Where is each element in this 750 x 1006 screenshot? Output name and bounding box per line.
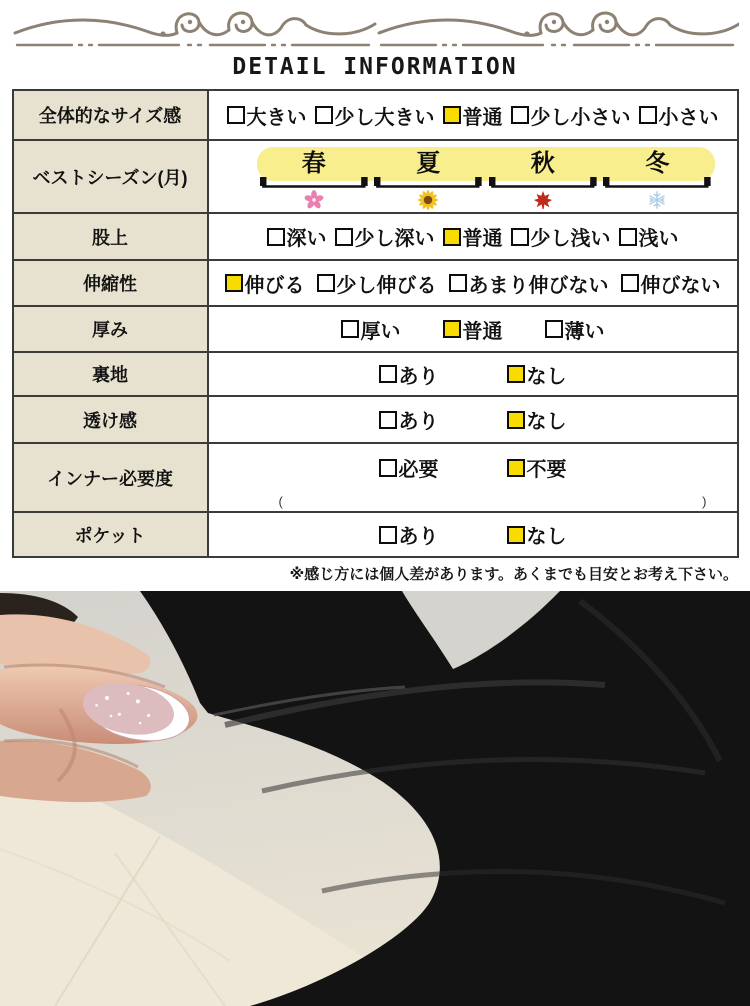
option-item	[443, 101, 503, 130]
option-label: 伸びる	[244, 274, 305, 297]
row-label: インナー必要度	[14, 444, 209, 511]
option-label: あり	[398, 526, 439, 548]
option-item	[507, 360, 567, 389]
checkbox-unchecked-icon	[315, 106, 333, 124]
option-label: 小さい	[658, 106, 719, 129]
season-label: 冬	[645, 150, 670, 177]
option-item	[639, 101, 719, 130]
season-bracket-icon	[260, 176, 368, 189]
row-label: ベストシーズン(月)	[14, 141, 209, 212]
checkbox-unchecked-icon	[511, 228, 529, 246]
checkbox-unchecked-icon	[379, 365, 397, 383]
row-value	[209, 353, 737, 395]
row-value	[209, 513, 737, 556]
table-row	[14, 259, 737, 305]
table-row	[14, 212, 737, 259]
option-label: 浅い	[638, 228, 679, 250]
season-label: 秋	[530, 150, 555, 177]
checkbox-unchecked-icon	[449, 274, 467, 292]
footnote-text: ※感じ方には個人差があります。あくまでも目安とお考え下さい。	[289, 566, 738, 583]
checkbox-checked-icon	[507, 411, 525, 429]
snowflake-icon	[647, 190, 667, 210]
season-label: 春	[301, 150, 326, 177]
page-title: DETAIL INFORMATION	[232, 54, 518, 80]
option-label: 不要	[526, 459, 567, 481]
checkbox-unchecked-icon	[619, 228, 637, 246]
note-close: )	[702, 494, 707, 509]
checkbox-unchecked-icon	[227, 106, 245, 124]
option-item	[379, 360, 439, 389]
checkbox-unchecked-icon	[545, 320, 563, 338]
option-label: あり	[398, 365, 439, 388]
table-row	[14, 351, 737, 395]
season-label: 夏	[416, 150, 441, 177]
option-item	[379, 520, 439, 549]
checkbox-checked-icon	[443, 228, 461, 246]
row-label: ポケット	[14, 513, 209, 556]
option-label: あり	[398, 411, 439, 433]
option-item	[443, 222, 503, 251]
option-item	[619, 222, 679, 251]
checkbox-unchecked-icon	[335, 228, 353, 246]
table-row	[14, 305, 737, 351]
option-item	[315, 101, 435, 130]
option-item	[317, 269, 437, 298]
option-label: 少し深い	[354, 228, 435, 250]
checkbox-unchecked-icon	[379, 459, 397, 477]
option-label: なし	[526, 365, 567, 388]
detail-info-table	[12, 89, 739, 558]
table-row	[14, 442, 737, 511]
sunflower-icon	[418, 190, 438, 210]
option-label: あまり伸びない	[468, 274, 609, 297]
row-value	[209, 91, 737, 139]
option-item	[341, 315, 401, 344]
option-label: 必要	[398, 459, 439, 481]
season-bracket-icon	[603, 176, 711, 189]
checkbox-unchecked-icon	[639, 106, 657, 124]
option-item	[449, 269, 609, 298]
checkbox-unchecked-icon	[621, 274, 639, 292]
checkbox-checked-icon	[443, 320, 461, 338]
row-value	[209, 141, 737, 212]
option-label: 少し浅い	[530, 228, 611, 250]
season-bracket-icon	[374, 176, 482, 189]
row-value	[209, 307, 737, 351]
row-value	[209, 444, 737, 511]
option-label: 大きい	[246, 106, 307, 129]
option-label: 厚い	[360, 320, 401, 343]
option-item	[379, 453, 439, 482]
row-label: 股上	[14, 214, 209, 259]
option-label: 普通	[462, 106, 503, 129]
option-item	[511, 222, 611, 251]
row-label: 伸縮性	[14, 261, 209, 305]
row-label: 透け感	[14, 397, 209, 442]
table-row	[14, 395, 737, 442]
season-item	[257, 147, 372, 210]
row-label: 裏地	[14, 353, 209, 395]
option-label: 普通	[462, 320, 503, 343]
checkbox-checked-icon	[225, 274, 243, 292]
option-item	[227, 101, 307, 130]
option-label: なし	[526, 411, 567, 433]
season-item	[486, 147, 601, 210]
option-label: なし	[526, 526, 567, 548]
option-item	[511, 101, 631, 130]
option-item	[507, 453, 567, 482]
product-photo	[0, 591, 750, 1006]
option-item	[507, 405, 567, 434]
cherry-blossom-icon	[304, 190, 324, 210]
row-label: 厚み	[14, 307, 209, 351]
row-value	[209, 261, 737, 305]
checkbox-checked-icon	[507, 526, 525, 544]
checkbox-unchecked-icon	[379, 411, 397, 429]
flourish-divider-icon	[11, 6, 739, 52]
checkbox-unchecked-icon	[379, 526, 397, 544]
option-item	[379, 405, 439, 434]
option-label: 少し大きい	[334, 106, 435, 129]
option-item	[267, 222, 327, 251]
option-item	[621, 269, 721, 298]
option-label: 少し小さい	[530, 106, 631, 129]
row-value	[209, 397, 737, 442]
option-label: 薄い	[564, 320, 605, 343]
checkbox-checked-icon	[507, 459, 525, 477]
season-bracket-icon	[489, 176, 597, 189]
checkbox-unchecked-icon	[317, 274, 335, 292]
season-item	[371, 147, 486, 210]
option-item	[225, 269, 305, 298]
option-item	[443, 315, 503, 344]
option-label: 普通	[462, 228, 503, 250]
option-label: 深い	[286, 228, 327, 250]
option-item	[507, 520, 567, 549]
season-item	[600, 147, 715, 210]
note-parentheses	[279, 494, 707, 509]
checkbox-checked-icon	[443, 106, 461, 124]
checkbox-unchecked-icon	[267, 228, 285, 246]
checkbox-unchecked-icon	[511, 106, 529, 124]
option-item	[545, 315, 605, 344]
note-open: (	[278, 494, 283, 509]
table-row	[14, 139, 737, 212]
checkbox-checked-icon	[507, 365, 525, 383]
checkbox-unchecked-icon	[341, 320, 359, 338]
row-value	[209, 214, 737, 259]
option-item	[335, 222, 435, 251]
option-label: 伸びない	[640, 274, 721, 297]
option-label: 少し伸びる	[336, 274, 437, 297]
table-row	[14, 91, 737, 139]
table-row	[14, 511, 737, 556]
row-label: 全体的なサイズ感	[14, 91, 209, 139]
maple-leaf-icon	[533, 190, 553, 210]
